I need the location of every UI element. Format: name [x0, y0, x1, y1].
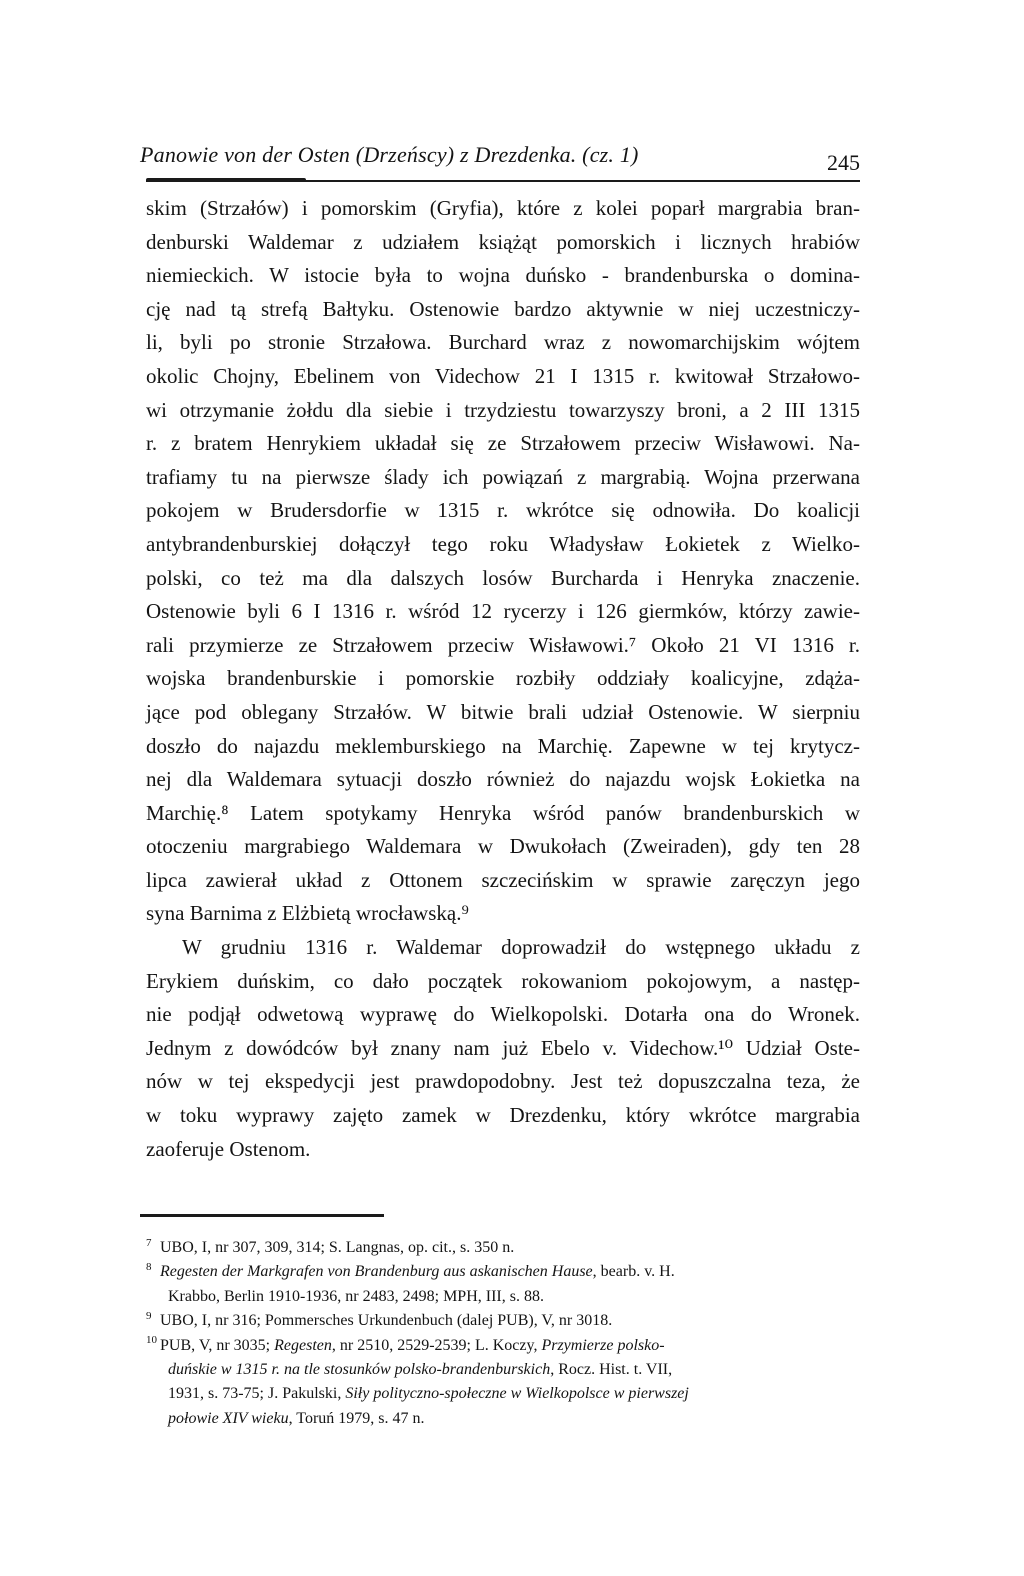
footnote-10-continued	[146, 1407, 854, 1431]
body-line: denburski Waldemar z udziałem książąt pomorskich i licznych hrabiów	[146, 229, 860, 254]
footnote-8-continued: Krabbo, Berlin 1910-1936, nr 2483, 2498; MPH, III, s. 88.	[168, 1287, 544, 1305]
footnote-10: 10 PUB, V, nr 3035; Regesten, nr 2510, 2529-2539; L. Koczy, Przymierze polsko-	[146, 1334, 665, 1354]
footnote-title: Siły polityczno-społeczne w Wielkopolsce w pierwszej	[345, 1385, 689, 1403]
running-title: Panowie von der Osten (Drzeńscy) z Drezdenka. (cz. 1)	[140, 142, 639, 167]
footnote-title: Przymierze polsko-	[541, 1336, 665, 1354]
body-line: cję nad tą strefą Bałtyku. Ostenowie bardzo aktywnie w niej uczestniczy-	[146, 296, 860, 321]
body-line: antybrandenburskiej dołączył tego roku Władysław Łokietek z Wielko-	[146, 531, 860, 556]
footnotes	[146, 1236, 854, 1431]
body-text	[146, 192, 860, 1166]
footnote-text: UBO, I, nr 307, 309, 314; S. Langnas, op. cit., s. 350 n.	[160, 1239, 515, 1256]
body-line: otoczeniu margrabiego Waldemara w Dwukołach (Zweiraden), gdy ten 28	[146, 834, 860, 859]
footnote-text: , bearb. v. H.	[592, 1263, 675, 1281]
footnote-7: 7 UBO, I, nr 307, 309, 314; S. Langnas, op. cit., s. 350 n.	[146, 1236, 515, 1256]
footnote-title: duńskie w 1315 r. na tle stosunków polsko-brandenburskich	[168, 1361, 551, 1379]
footnote-text: , Rocz. Hist. t. VII,	[550, 1361, 673, 1379]
body-line: nej dla Waldemara sytuacji doszło również do najazdu wojsk Łokietka na	[146, 767, 860, 792]
body-line: w toku wyprawy zajęto zamek w Drezdenku, który wkrótce margrabia	[146, 1103, 860, 1128]
body-line: nie podjął odwetową wyprawę do Wielkopolski. Dotarła ona do Wronek.	[146, 1002, 860, 1027]
body-line: rali przymierze ze Strzałowem przeciw Wisławowi.⁷ Około 21 VI 1316 r.	[146, 632, 860, 657]
body-line: r. z bratem Henrykiem układał się ze Strzałowem przeciw Wisławowi. Na-	[146, 431, 860, 456]
footnote-text: , Toruń 1979, s. 47 n.	[288, 1409, 425, 1427]
footnote-title: Regesten	[274, 1336, 332, 1354]
body-line: jące pod oblegany Strzałów. W bitwie brali udział Ostenowie. W sierpniu	[146, 699, 860, 724]
body-line: Erykiem duńskim, co dało początek rokowaniom pokojowym, a następ-	[146, 968, 860, 993]
body-line: wi otrzymanie żołdu dla siebie i trzydziestu towarzyszy broni, a 2 III 1315	[146, 397, 860, 422]
body-line: lipca zawierał układ z Ottonem szczecińskim w sprawie zaręczyn jego	[146, 867, 860, 892]
paragraph-start-line: W grudniu 1316 r. Waldemar doprowadził do wstępnego układu z	[182, 935, 860, 960]
running-head	[140, 138, 860, 178]
body-line: Jednym z dowódców był znany nam już Ebelo v. Videchow.¹⁰ Udział Oste-	[146, 1035, 860, 1060]
body-line: wojska brandenburskie i pomorskie rozbiły oddziały koalicyjne, zdąża-	[146, 666, 860, 691]
body-line: doszło do najazdu meklemburskiego na Marchię. Zapewne w tej krytycz-	[146, 733, 860, 758]
footnote-text: UBO, I, nr 316; Pommersches Urkundenbuch (dalej PUB), V, nr 3018.	[160, 1312, 613, 1330]
body-line: okolic Chojny, Ebelinem von Videchow 21 I 1315 r. kwitował Strzałowo-	[146, 363, 860, 388]
footnote-8: 8 Regesten der Markgrafen von Brandenburg aus askanischen Hause, bearb. v. H.	[146, 1261, 675, 1281]
footnote-text: , nr 2510, 2529-2539; L. Koczy,	[331, 1336, 542, 1354]
footnote-title: połowie XIV wieku	[168, 1409, 289, 1427]
body-line: zaoferuje Ostenom.	[146, 1136, 311, 1161]
header-rule	[146, 180, 860, 182]
body-line: Ostenowie byli 6 I 1316 r. wśród 12 rycerzy i 126 giermków, którzy zawie-	[146, 599, 860, 624]
footnote-10-continued	[146, 1358, 854, 1382]
footnote-10-continued	[146, 1382, 854, 1406]
footnote-text: PUB, V, nr 3035;	[160, 1336, 275, 1354]
footnote-text: 1931, s. 73-75; J. Pakulski,	[168, 1385, 346, 1403]
body-line: Marchię.⁸ Latem spotykamy Henryka wśród panów brandenburskich w	[146, 800, 860, 825]
body-line: skim (Strzałów) i pomorskim (Gryfia), które z kolei poparł margrabia bran-	[146, 196, 860, 220]
footnote-9: 9 UBO, I, nr 316; Pommersches Urkundenbuch (dalej PUB), V, nr 3018.	[146, 1309, 613, 1330]
body-line: polski, co też ma dla dalszych losów Burcharda i Henryka znaczenie.	[146, 565, 860, 590]
body-line: niemieckich. W istocie była to wojna duńsko - brandenburska o domina-	[146, 263, 860, 288]
body-line: li, byli po stronie Strzałowa. Burchard wraz z nowomarchijskim wójtem	[146, 330, 860, 355]
body-line: nów w tej ekspedycji jest prawdopodobny. Jest też dopuszczalna teza, że	[146, 1069, 860, 1094]
body-line: syna Barnima z Elżbietą wrocławską.⁹	[146, 901, 469, 926]
footnote-title: Regesten der Markgrafen von Brandenburg aus askanischen Hause	[160, 1263, 593, 1281]
body-line: trafiamy tu na pierwsze ślady ich powiązań z margrabią. Wojna przerwana	[146, 464, 860, 489]
footnote-rule	[140, 1214, 384, 1217]
body-line: pokojem w Brudersdorfie w 1315 r. wkrótce się odnowiła. Do koalicji	[146, 498, 860, 523]
page-number: 245	[827, 150, 860, 175]
